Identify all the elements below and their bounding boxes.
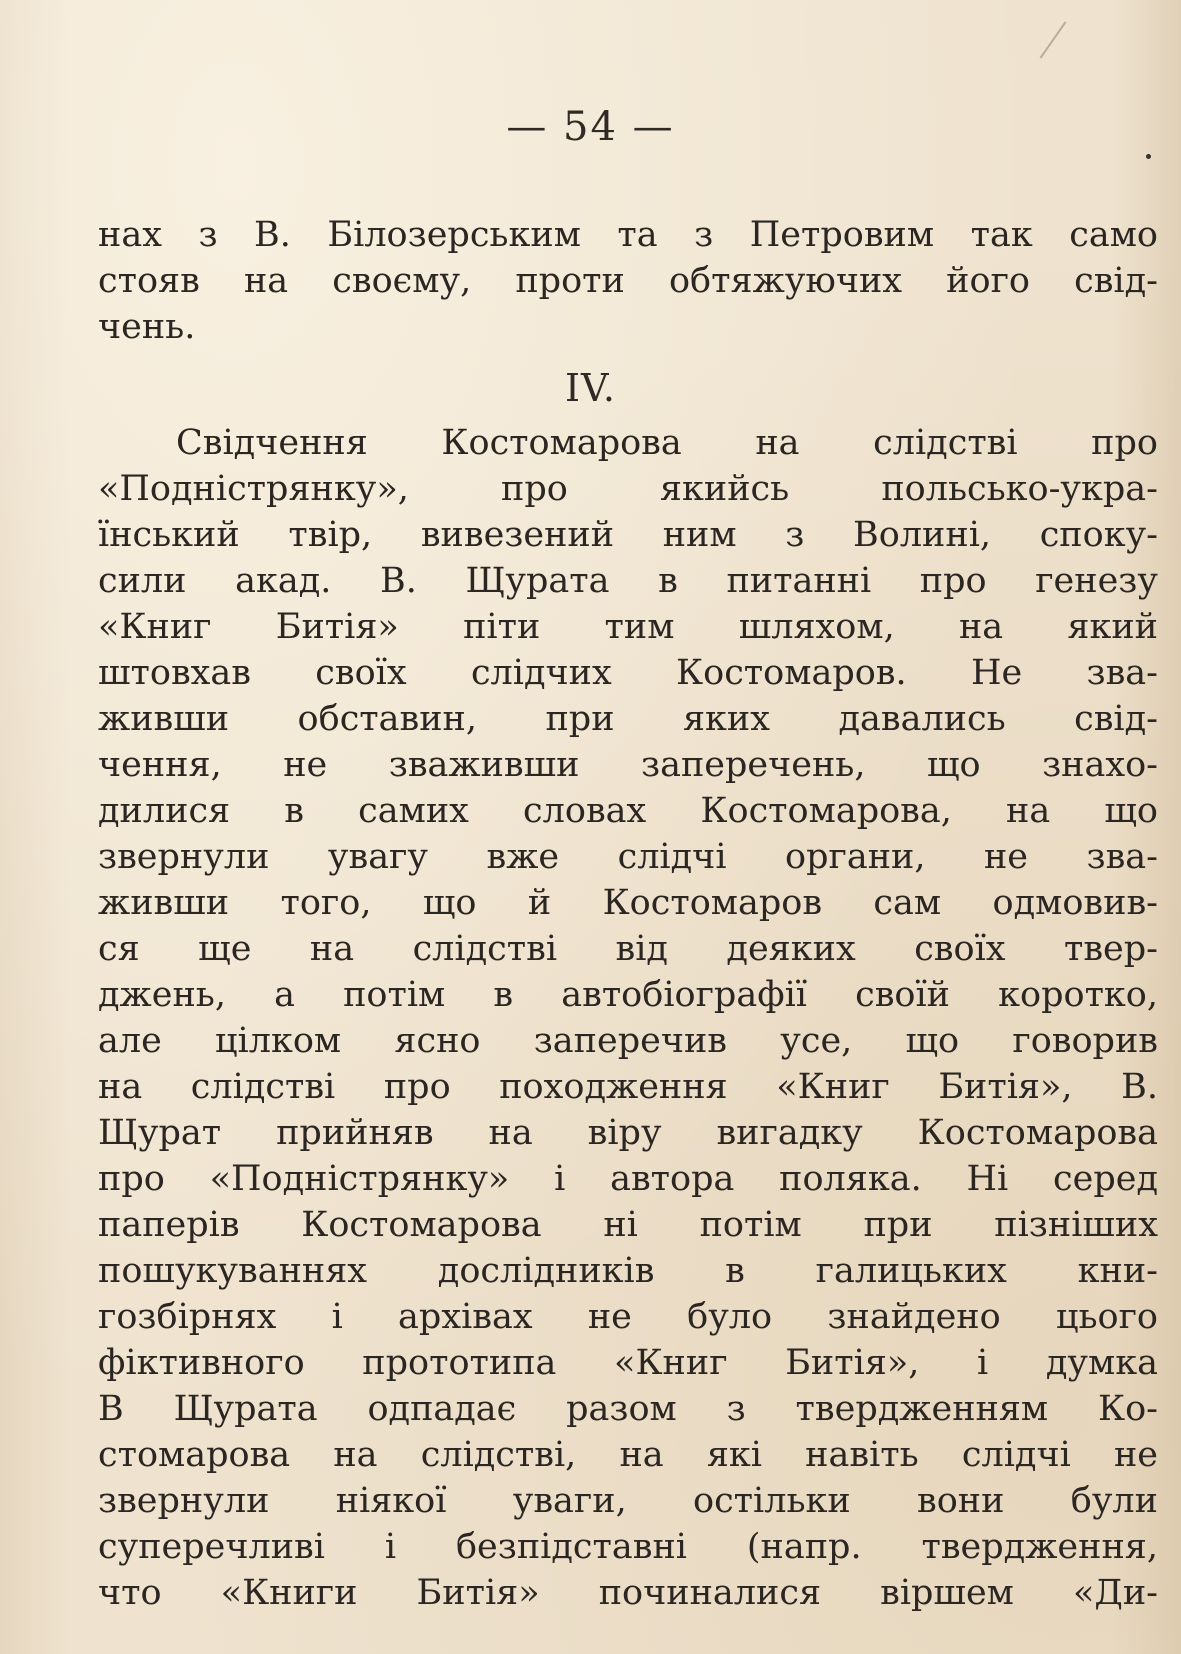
text-line: дилися в самих словах Костомарова, на що bbox=[98, 791, 1158, 831]
paragraph-main bbox=[98, 420, 1158, 1616]
text-line: джень, а потім в автобіографії своїй коротко, bbox=[98, 975, 1158, 1015]
text-line: штовхав своїх слідчих Костомаров. Не зва- bbox=[98, 653, 1158, 693]
ink-speck bbox=[1146, 154, 1151, 159]
text-line: про «Подністрянку» і автора поляка. Ні серед bbox=[98, 1159, 1158, 1199]
text-line: фіктивного прототипа «Книг Битія», і думка bbox=[98, 1343, 1158, 1383]
text-line: чення, не зваживши заперечень, що знахо- bbox=[98, 745, 1158, 785]
text-line: стомарова на слідстві, на які навіть слідчі не bbox=[98, 1435, 1158, 1475]
text-line: чень. bbox=[98, 307, 196, 347]
text-line: пошукуваннях дослідників в галицьких кни- bbox=[98, 1251, 1158, 1291]
section-heading: IV. bbox=[565, 366, 616, 410]
text-line: суперечливі і безпідставні (напр. твердження, bbox=[98, 1527, 1158, 1567]
paper-scratch-mark bbox=[1040, 21, 1067, 58]
text-line: їнський твір, вивезений ним з Волині, споку- bbox=[98, 515, 1158, 555]
text-line: ся ще на слідстві від деяких своїх твер- bbox=[98, 929, 1158, 969]
page-number: — 54 — bbox=[506, 104, 675, 150]
text-line: гозбірнях і архівах не було знайдено цього bbox=[98, 1297, 1158, 1337]
text-line: нах з В. Білозерським та з Петровим так само bbox=[98, 215, 1158, 255]
text-line: звернули увагу вже слідчі органи, не зва- bbox=[98, 837, 1158, 877]
text-line: на слідстві про походження «Книг Битія», В. bbox=[98, 1067, 1158, 1107]
paragraph-continuation bbox=[98, 212, 1158, 350]
text-line: паперів Костомарова ні потім при пізніших bbox=[98, 1205, 1158, 1245]
text-line: Щурат прийняв на віру вигадку Костомарова bbox=[98, 1113, 1158, 1153]
text-line: стояв на своєму, проти обтяжуючих його свід- bbox=[98, 261, 1158, 301]
text-line: В Щурата одпадає разом з твердженням Ко- bbox=[98, 1389, 1158, 1429]
text-line: звернули ніякої уваги, остільки вони були bbox=[98, 1481, 1158, 1521]
text-line: Свідчення Костомарова на слідстві про bbox=[176, 423, 1158, 463]
text-line: «Подністрянку», про якийсь польсько-укра- bbox=[98, 469, 1158, 509]
text-line: что «Книги Битія» починалися віршем «Ди- bbox=[98, 1573, 1158, 1613]
text-line: «Книг Битія» піти тим шляхом, на який bbox=[98, 607, 1158, 647]
text-line: живши обставин, при яких давались свід- bbox=[98, 699, 1158, 739]
text-line: сили акад. В. Щурата в питанні про генезу bbox=[98, 561, 1158, 601]
text-line: живши того, що й Костомаров сам одмовив- bbox=[98, 883, 1158, 923]
text-line: але цілком ясно заперечив усе, що говорив bbox=[98, 1021, 1158, 1061]
